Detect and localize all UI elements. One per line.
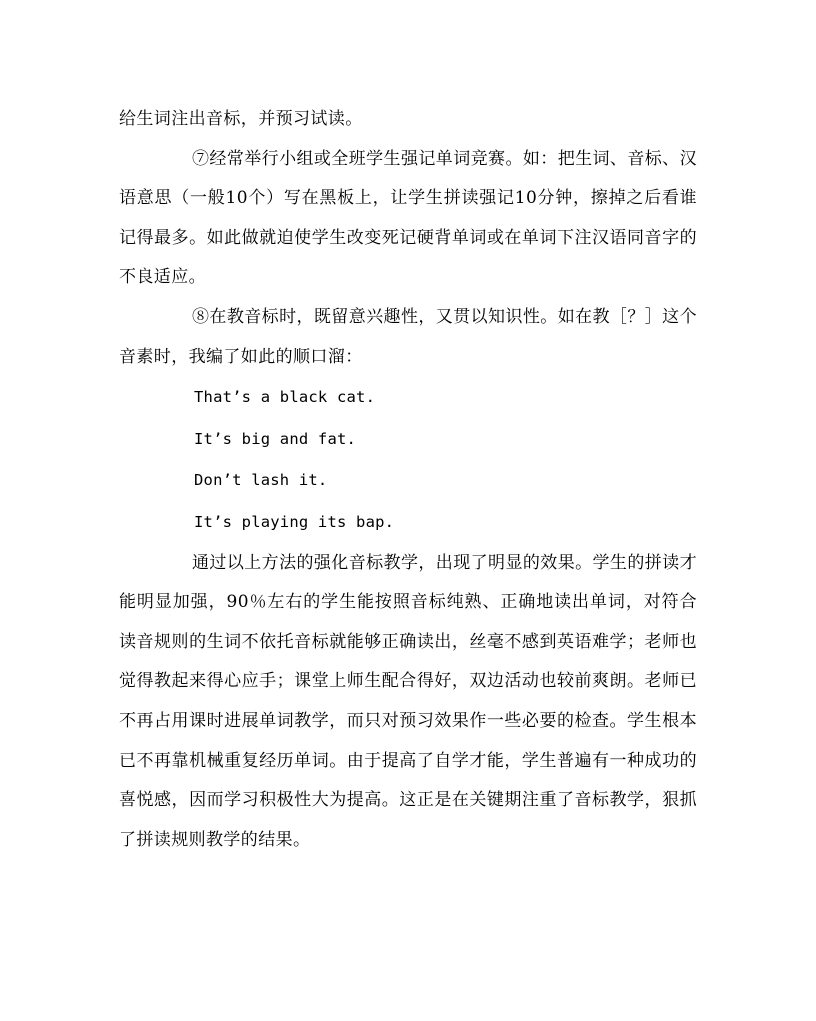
rhyme-line: It’s big and fat. [194,429,357,448]
rhyme-line: Don’t lash it. [194,471,328,490]
document-body [119,100,697,860]
paragraph-point-8: ⑧在教音标时，既留意兴趣性，又贯以知识性。如在教［？］这个音素时，我编了如此的顺口溜： [119,306,697,367]
rhyme-line: That’s a black cat. [194,388,376,407]
paragraph-results: 通过以上方法的强化音标教学，出现了明显的效果。学生的拼读才能明显加强，90％左右的学生能按照音标纯熟、正确地读出单词，对符合读音规则的生词不依托音标就能够正确读出，丝毫不感到英语难学；老师也觉得教起来得心应手；课堂上师生配合得好，双边活动也较前爽朗。老师已不再占用课时进展单词教学，而只对预习效果作一些必要的检查。学生根本已不再靠机械重复经历单词。由于提高了自学才能，学生普遍有一种成功的喜悦感，因而学习积极性大为提高。这正是在关键期注重了音标教学，狠抓了拼读规则教学的结果。 [119,552,697,850]
paragraph-point-7: ⑦经常举行小组或全班学生强记单词竞赛。如：把生词、音标、汉语意思（一般10个）写在黑板上，让学生拼读强记10分钟，擦掉之后看谁记得最多。如此做就迫使学生改变死记硬背单词或在单词下注汉语同音字的不良适应。 [119,148,697,288]
rhyme-line: It’s playing its bap. [194,512,395,531]
rhyme-block [119,377,697,543]
paragraph-continuation: 给生词注出音标，并预习试读。 [119,109,363,129]
